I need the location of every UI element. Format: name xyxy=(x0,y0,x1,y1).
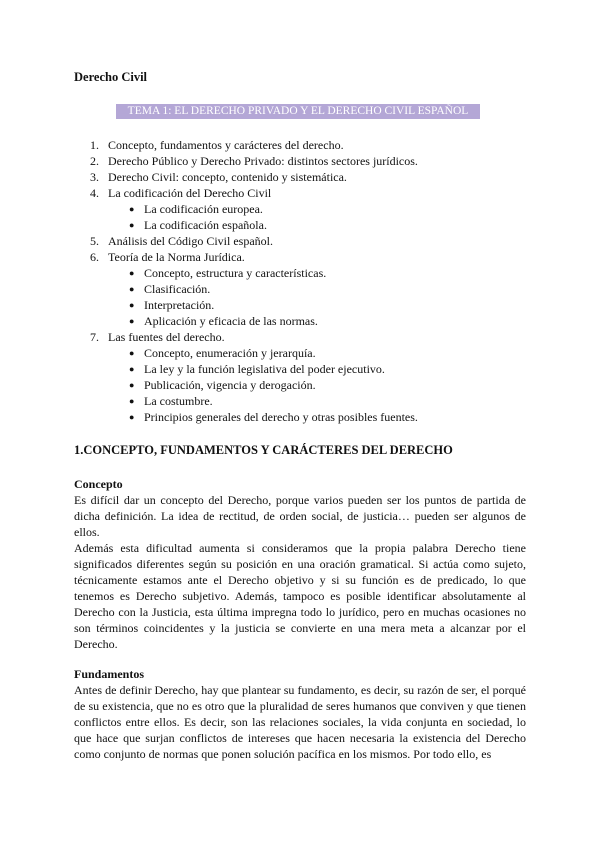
toc-subitem xyxy=(0,313,600,329)
toc-item-text: Derecho Público y Derecho Privado: distintos sectores jurídicos. xyxy=(108,154,418,168)
toc-subitem xyxy=(0,345,600,361)
toc-item-text: Aplicación y eficacia de las normas. xyxy=(144,314,318,328)
section-heading: 1.CONCEPTO, FUNDAMENTOS Y CARÁCTERES DEL DERECHO xyxy=(74,443,453,457)
table-of-contents xyxy=(0,137,600,425)
toc-subitem xyxy=(0,201,600,217)
toc-subitem xyxy=(0,361,600,377)
toc-item xyxy=(0,249,600,265)
toc-subitem xyxy=(0,281,600,297)
toc-item xyxy=(0,169,600,185)
toc-item-number: 3. xyxy=(90,170,99,184)
toc-item-text: Análisis del Código Civil español. xyxy=(108,234,273,248)
fundamentos-block xyxy=(74,666,526,762)
bullet-icon: ● xyxy=(129,300,135,310)
bullet-icon: ● xyxy=(129,220,135,230)
toc-item-text: La codificación europea. xyxy=(144,202,263,216)
fundamentos-paragraph-1: Antes de definir Derecho, hay que plantear su fundamento, es decir, su razón de ser, el porqué de su existencia, que no es otro que la pluralidad de seres humanos que conviven y que tienen conflictos entre ellos. Es decir, son las relaciones sociales, la vida conjunta en sociedad, lo que hace que surjan conflictos de intereses que hacen necesaria la existencia del Derecho como conjunto de normas que ponen solución pacífica en los mismos. Por todo ello, es xyxy=(74,683,526,761)
toc-item-text: Las fuentes del derecho. xyxy=(108,330,225,344)
concepto-block xyxy=(74,476,526,652)
toc-subitem xyxy=(0,217,600,233)
concepto-heading: Concepto xyxy=(74,477,123,491)
toc-item xyxy=(0,137,600,153)
toc-item-number: 4. xyxy=(90,186,99,200)
toc-item-text: Derecho Civil: concepto, contenido y sistemática. xyxy=(108,170,347,184)
toc-item-text: Concepto, fundamentos y carácteres del derecho. xyxy=(108,138,344,152)
document-title: Derecho Civil xyxy=(74,70,148,84)
tema-banner: TEMA 1: EL DERECHO PRIVADO Y EL DERECHO CIVIL ESPAÑOL xyxy=(116,104,480,119)
toc-item-text: Publicación, vigencia y derogación. xyxy=(144,378,316,392)
toc-subitem xyxy=(0,377,600,393)
bullet-icon: ● xyxy=(129,204,135,214)
toc-item xyxy=(0,153,600,169)
bullet-icon: ● xyxy=(129,364,135,374)
concepto-paragraph-1: Es difícil dar un concepto del Derecho, porque varios pueden ser los puntos de partida de dicha definición. La idea de rectitud, de orden social, de justicia… pueden ser algunos de ellos. xyxy=(74,493,526,539)
toc-item-text: Concepto, enumeración y jerarquía. xyxy=(144,346,316,360)
toc-item-text: La costumbre. xyxy=(144,394,213,408)
concepto-paragraph-2: Además esta dificultad aumenta si consideramos que la propia palabra Derecho tiene significados diferentes según su posición en una oración gramatical. Si actúa como sujeto, técnicamente estamos ante el Derecho objetivo y si su función es de predicado, lo que tenemos es Derecho subjetivo. Además, tampoco es posible identificar absolutamente al Derecho con la Justicia, esta última impregna todo lo jurídico, pero en muchas ocasiones no son términos coincidentes y la justicia se convierte en una mera meta a alcanzar por el Derecho. xyxy=(74,541,526,651)
toc-item-number: 5. xyxy=(90,234,99,248)
toc-subitem xyxy=(0,265,600,281)
toc-subitem xyxy=(0,297,600,313)
toc-item-text: La ley y la función legislativa del poder ejecutivo. xyxy=(144,362,385,376)
toc-subitem xyxy=(0,393,600,409)
toc-item-text: Clasificación. xyxy=(144,282,211,296)
bullet-icon: ● xyxy=(129,396,135,406)
toc-item-number: 7. xyxy=(90,330,99,344)
bullet-icon: ● xyxy=(129,268,135,278)
bullet-icon: ● xyxy=(129,316,135,326)
toc-item-text: Teoría de la Norma Jurídica. xyxy=(108,250,245,264)
toc-item-number: 1. xyxy=(90,138,99,152)
toc-item-text: Concepto, estructura y características. xyxy=(144,266,327,280)
bullet-icon: ● xyxy=(129,412,135,422)
toc-item-text: La codificación del Derecho Civil xyxy=(108,186,272,200)
toc-subitem xyxy=(0,409,600,425)
fundamentos-heading: Fundamentos xyxy=(74,667,145,681)
toc-item xyxy=(0,329,600,345)
bullet-icon: ● xyxy=(129,348,135,358)
toc-item xyxy=(0,233,600,249)
toc-item-number: 2. xyxy=(90,154,99,168)
toc-item-number: 6. xyxy=(90,250,99,264)
toc-item-text: Principios generales del derecho y otras posibles fuentes. xyxy=(144,410,418,424)
toc-item-text: Interpretación. xyxy=(144,298,215,312)
bullet-icon: ● xyxy=(129,380,135,390)
toc-item-text: La codificación española. xyxy=(144,218,267,232)
bullet-icon: ● xyxy=(129,284,135,294)
toc-item xyxy=(0,185,600,201)
